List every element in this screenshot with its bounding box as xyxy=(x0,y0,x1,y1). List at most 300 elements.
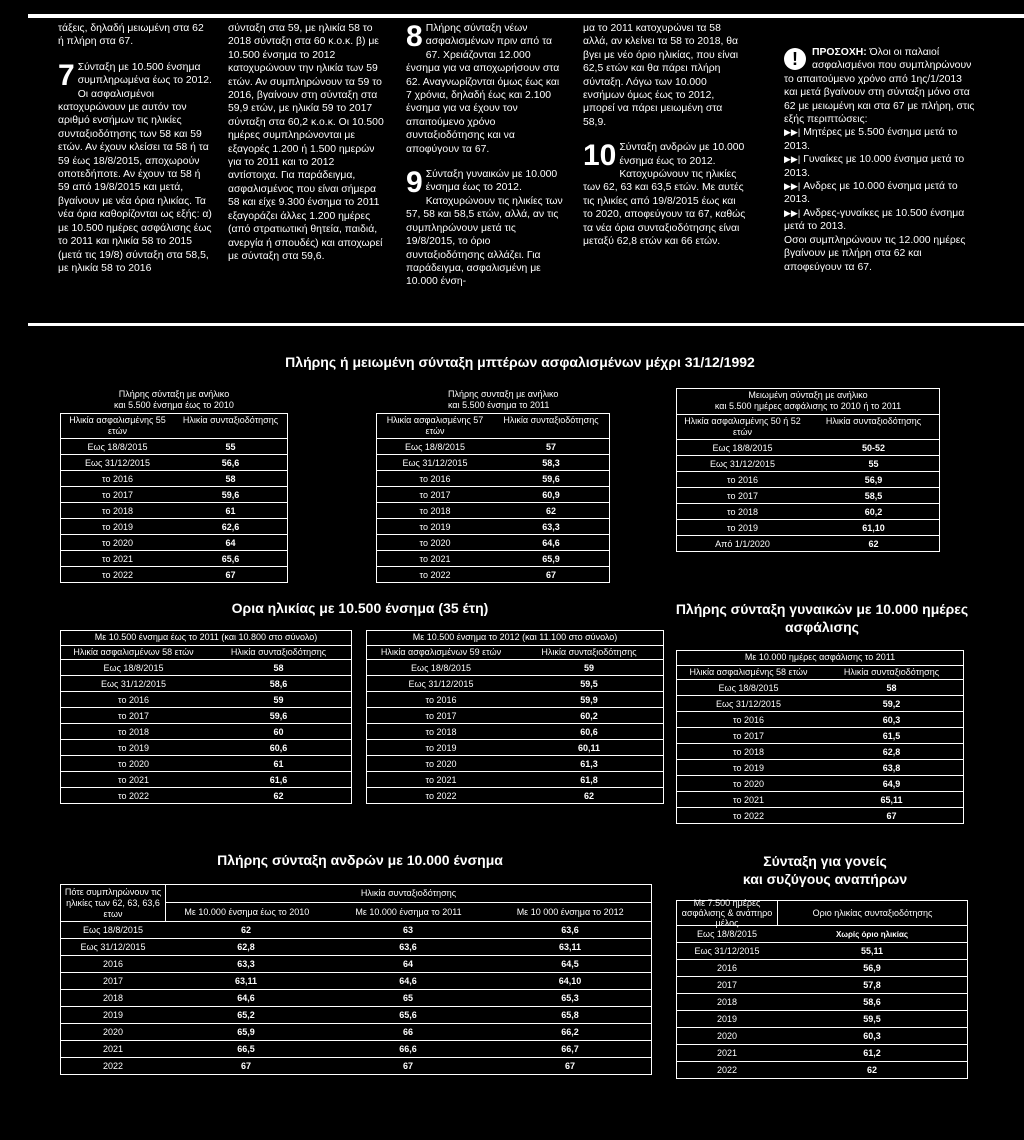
table-row xyxy=(367,659,663,675)
column-header: Ηλικία συνταξιοδότησης xyxy=(541,647,637,657)
cell: το 2017 xyxy=(733,730,764,741)
table-row xyxy=(61,534,287,550)
cell: το 2017 xyxy=(118,710,149,721)
cell: 65,9 xyxy=(237,1027,255,1037)
table-row xyxy=(61,739,351,755)
cell: 67 xyxy=(886,810,897,821)
paragraph-text: Σύνταξη με 10.500 ένσημα συμπληρωμένα έως το 2012. Οι ασφαλισμένοι κατοχυρώνουν με αυτόν τον αριθμό ενσήμων τις ηλικίες συνταξιοδότησης των 58 και 59 ετών. Αν έχουν κλείσει τα 58 ή τα 59 έως 18/8/2015, αποχωρούν οποτεδήποτε. Αν έχουν τα 58 ή 59 από 19/8/2015 και μετά, βγαίνουν με νέα όρια ηλικίας. Τα νέα όρια καθορίζονται ως εξής: α) με 10.500 ημέρες ασφάλισης έως το 2011 και ηλικία 58 το 2015 (μετά τις 19/8) σύνταξη στα 58,5, με ηλικία 58 το 2016 xyxy=(58,61,212,274)
paragraph-item-10 xyxy=(583,141,747,248)
cell: 65,6 xyxy=(221,553,240,564)
table-row xyxy=(377,438,609,454)
section-title-men: Πλήρης σύνταξη ανδρών με 10.000 ένσημα xyxy=(217,852,503,868)
table-row xyxy=(677,959,967,976)
cell: 61,3 xyxy=(580,758,598,769)
cell: το 2016 xyxy=(419,473,451,484)
cell: 63 xyxy=(402,925,413,935)
table-row xyxy=(377,566,609,582)
cell: 59,6 xyxy=(221,489,240,500)
table-row xyxy=(61,938,651,955)
table-row xyxy=(61,566,287,582)
table-mothers-reduced xyxy=(676,388,940,552)
column-headers xyxy=(676,414,940,439)
table-row xyxy=(367,755,663,771)
cell: 59 xyxy=(583,662,594,673)
table-body xyxy=(676,439,940,552)
table-row xyxy=(61,787,351,803)
cell: 61,10 xyxy=(862,522,885,533)
cell: 66,7 xyxy=(561,1044,579,1054)
cell: 2018 xyxy=(716,997,738,1007)
cell: 59,5 xyxy=(863,1014,881,1024)
table-body xyxy=(366,659,664,804)
bullet-text: Ανδρες-γυναίκες με 10.500 ένσημα μετά το 2013. xyxy=(784,207,965,233)
header-line: Πλήρης συνταξη με ανήλικο xyxy=(448,389,559,399)
column-header: Ηλικία συνταξιοδότησης xyxy=(182,415,279,425)
table-row xyxy=(377,502,609,518)
cell: 2017 xyxy=(102,976,124,986)
cell: το 2017 xyxy=(425,710,457,721)
text-column-3 xyxy=(406,22,564,289)
table-row xyxy=(61,707,351,723)
cell: 61 xyxy=(273,758,284,769)
cell: 2022 xyxy=(716,1065,738,1075)
column-headers xyxy=(60,645,352,659)
table-row xyxy=(61,989,651,1006)
alert-bullet xyxy=(784,153,976,180)
paragraph: τάξεις, δηλαδή μειωμένη στα 62 ή πλήρη στα 67. xyxy=(58,23,204,48)
cell: 65 xyxy=(402,993,413,1003)
table-row xyxy=(677,439,939,455)
cell: Εως 18/8/2015 xyxy=(87,441,148,452)
cell: 60,2 xyxy=(580,710,598,721)
cell: Εως 31/12/2015 xyxy=(694,946,760,956)
cell: 67 xyxy=(225,569,236,580)
alert-tail: Οσοι συμπληρώνουν τις 12.000 ημέρες βγαίνουν με πλήρη στα 62 και αποφεύγουν τα 67. xyxy=(784,234,966,273)
column-headers xyxy=(676,665,964,679)
cell: 62 xyxy=(583,790,594,801)
cell: 61,8 xyxy=(580,774,598,785)
table-women-10000 xyxy=(676,650,964,824)
column-header: Ηλικία ασφαλισμένης 50 ή 52 ετών xyxy=(684,416,801,437)
cell: το 2022 xyxy=(733,810,764,821)
cell: 59 xyxy=(273,694,284,705)
cell: 56,9 xyxy=(864,474,883,485)
table-row xyxy=(677,711,963,727)
column-header: Ηλικία ασφαλισμένης 58 ετών xyxy=(689,667,808,677)
header-line: Πλήρης σύνταξη με ανήλικο xyxy=(118,389,230,399)
text-column-1 xyxy=(58,22,212,275)
table-row xyxy=(677,759,963,775)
bullet-text: Μητέρες με 5.500 ένσημα μετά το 2013. xyxy=(784,127,958,152)
cell: το 2020 xyxy=(102,537,133,548)
table-row xyxy=(61,691,351,707)
table-row xyxy=(367,675,663,691)
cell: 64 xyxy=(225,537,236,548)
item-number: 10 xyxy=(583,139,617,173)
table-row xyxy=(377,534,609,550)
group-title: Ηλικία συνταξιοδότησης xyxy=(166,885,651,903)
cell: 2020 xyxy=(102,1027,124,1037)
alert-bullet xyxy=(784,207,976,234)
header-line: Μειωμένη σύνταξη με ανήλικο xyxy=(748,390,868,400)
paragraph-text: Πλήρης σύνταξη νέων ασφαλισμένων πριν από τα 67. Χρειάζονται 12.000 ένσημα για να αποχωρήσουν στα 62. Αναγνωρίζονται όμως έως και 7 χρόνια, δηλαδή έως και 2.100 ένσημα για να έχουν τον απαιτούμενο χρόνο συνταξιοδότησης και να αποφύγουν τα 67. xyxy=(406,23,560,155)
table-row xyxy=(61,486,287,502)
table-row xyxy=(61,723,351,739)
section-title-parents xyxy=(690,852,960,888)
cell: 62 xyxy=(545,505,556,516)
cell: το 2016 xyxy=(102,473,133,484)
table-mothers-full-2010 xyxy=(60,388,288,583)
cell: 62,8 xyxy=(882,746,901,757)
cell: 59,2 xyxy=(882,698,901,709)
cell: 50-52 xyxy=(861,442,886,453)
cell: 2022 xyxy=(102,1061,124,1071)
cell: 59,9 xyxy=(580,694,598,705)
table-row xyxy=(61,1057,651,1074)
cell: 60,6 xyxy=(269,742,288,753)
table-10500-2012 xyxy=(366,630,664,804)
table-row xyxy=(61,972,651,989)
cell: Εως 18/8/2015 xyxy=(103,662,164,673)
table-row xyxy=(677,1044,967,1061)
table-row xyxy=(61,1040,651,1057)
cell: 60,6 xyxy=(580,726,598,737)
cell: Εως 31/12/2015 xyxy=(101,678,166,689)
cell: 64,5 xyxy=(561,959,579,969)
table-row xyxy=(367,691,663,707)
cell: 64,9 xyxy=(882,778,901,789)
cell: 65,8 xyxy=(561,1010,579,1020)
table-row xyxy=(61,502,287,518)
table-row xyxy=(61,1006,651,1023)
table-row xyxy=(61,921,651,938)
cell: 63,6 xyxy=(561,925,579,935)
bullet-text: Ανδρες με 10.000 ένσημα μετά το 2013. xyxy=(784,181,958,206)
table-body xyxy=(60,659,352,804)
skip-forward-icon: ▶▶| xyxy=(784,154,801,165)
table-row xyxy=(377,486,609,502)
paragraph-item-8 xyxy=(406,22,564,156)
cell: 61,6 xyxy=(269,774,288,785)
header-line: Με 10.500 ένσημα έως το 2011 (και 10.800 στο σύνολο) xyxy=(94,632,318,642)
cell: 65,3 xyxy=(561,993,579,1003)
table-row xyxy=(677,791,963,807)
column-header: Ηλικία συνταξιοδότησης xyxy=(503,415,599,425)
table-row xyxy=(677,775,963,791)
cell: 2016 xyxy=(102,959,124,969)
cell: το 2022 xyxy=(425,790,457,801)
cell: το 2018 xyxy=(102,505,133,516)
section-title-women: Πλήρης σύνταξη γυναικών με 10.000 ημέρες ασφάλισης xyxy=(675,601,969,635)
table-row xyxy=(61,755,351,771)
header-line: και 5.500 ένσημα έως το 2010 xyxy=(114,400,234,410)
cell: το 2020 xyxy=(118,758,149,769)
cell: 58 xyxy=(225,473,236,484)
table-row xyxy=(677,487,939,503)
table-row xyxy=(677,519,939,535)
table-header xyxy=(60,630,352,645)
table-row xyxy=(677,695,963,711)
table-row xyxy=(677,503,939,519)
section-title-10500: Ορια ηλικίας με 10.500 ένσημα (35 έτη) xyxy=(231,600,489,616)
table-row xyxy=(61,675,351,691)
cell: 64,6 xyxy=(399,976,417,986)
column-header: Ηλικία ασφαλισμένων 58 ετών xyxy=(73,647,194,657)
table-mothers-full-2011 xyxy=(376,388,610,583)
cell: 66,6 xyxy=(399,1044,417,1054)
cell: 2018 xyxy=(102,993,124,1003)
table-row xyxy=(677,727,963,743)
item-number: 7 xyxy=(58,58,75,92)
item-number: 9 xyxy=(406,166,423,200)
cell: 55 xyxy=(868,458,879,469)
column-headers xyxy=(376,413,610,438)
cell: 61,2 xyxy=(863,1048,881,1058)
cell: το 2021 xyxy=(102,553,133,564)
cell: το 2019 xyxy=(727,522,758,533)
cell: 60,3 xyxy=(882,714,901,725)
cell: 60 xyxy=(273,726,284,737)
cell: 60,2 xyxy=(864,506,883,517)
column-header: Με 10.000 ένσημα έως το 2010 xyxy=(184,907,310,917)
column-header: Ηλικία συνταξιοδότησης xyxy=(230,647,327,657)
section-separator xyxy=(28,323,1024,326)
table-header xyxy=(60,388,288,413)
cell: 64,6 xyxy=(542,537,560,548)
header-line: Με 10.500 ένσημα το 2012 (και 11.100 στο σύνολο) xyxy=(412,632,618,642)
cell: 2019 xyxy=(716,1014,738,1024)
alert-text: Όλοι οι παλαιοί ασφαλισμένοι που συμπληρώνουν το απαιτούμενο χρόνο από 1ης/1/2013 και μετά βγαίνουν στη σύνταξη μόνο στα 62 με μειωμένη και στα 67 με πλήρη, στις εξής περιπτώσεις: xyxy=(784,47,975,126)
table-header-row xyxy=(61,885,651,921)
cell: 64 xyxy=(402,959,413,969)
cell: το 2020 xyxy=(425,758,457,769)
cell: 66 xyxy=(402,1027,413,1037)
table-row xyxy=(61,955,651,972)
cell: Εως 31/12/2015 xyxy=(408,678,474,689)
cell: το 2022 xyxy=(419,569,451,580)
cell: 59,6 xyxy=(542,473,560,484)
cell: το 2019 xyxy=(425,742,457,753)
table-row xyxy=(367,723,663,739)
cell: το 2020 xyxy=(419,537,451,548)
cell: 64,6 xyxy=(237,993,255,1003)
cell: το 2017 xyxy=(727,490,758,501)
cell: 59,6 xyxy=(269,710,288,721)
bullet-text: Γυναίκες με 10.000 ένσημα μετά το 2013. xyxy=(784,154,965,179)
cell: 62 xyxy=(273,790,284,801)
column-header: Με 10.000 ένσημα το 2011 xyxy=(355,907,462,917)
table-men-10000 xyxy=(60,884,652,1075)
column-header: Με 10 000 ένσημα το 2012 xyxy=(516,907,624,917)
corner-header: Με 7.500 ημέρες ασφάλισης & ανάπηρο μέλος xyxy=(677,901,778,925)
column-header: Ηλικία συνταξιοδότησης xyxy=(843,667,940,677)
cell: 66,2 xyxy=(561,1027,579,1037)
alert-paragraph xyxy=(784,46,976,126)
cell: το 2018 xyxy=(727,506,758,517)
corner-header: Πότε συμπληρώνουν τις ηλικίες των 62, 63, 63,6 ετων xyxy=(61,885,166,921)
cell: 65,2 xyxy=(237,1010,255,1020)
cell: Εως 31/12/2015 xyxy=(710,458,775,469)
title-line: και συζύγους αναπήρων xyxy=(742,871,908,887)
cell: Εως 31/12/2015 xyxy=(716,698,781,709)
cell: 57 xyxy=(545,441,556,452)
text-column-4 xyxy=(583,22,747,249)
table-row xyxy=(377,518,609,534)
paragraph: μα το 2011 κατοχυρώνει τα 58 αλλά, αν κλείνει τα 58 το 2018, θα βγει με νέο όριο ηλικίας, που είναι 62,5 ετών και θα πάρει πλήρη σύνταξη. Λόγω των 10.000 ενσήμων όμως έως το 2012, μπορεί να πάρει μειωμένη στα 58,9. xyxy=(583,23,739,128)
table-row xyxy=(377,470,609,486)
cell: Εως 31/12/2015 xyxy=(402,457,468,468)
cell: Εως 18/8/2015 xyxy=(83,925,143,935)
table-header xyxy=(676,650,964,665)
skip-forward-icon: ▶▶| xyxy=(784,181,801,192)
table-body xyxy=(60,438,288,583)
cell: 58 xyxy=(886,682,897,693)
table-row xyxy=(61,438,287,454)
table-row xyxy=(367,787,663,803)
table-row xyxy=(61,470,287,486)
table-10500-2011 xyxy=(60,630,352,804)
cell: το 2021 xyxy=(419,553,451,564)
table-row xyxy=(677,976,967,993)
text-column-5-alert xyxy=(784,46,976,274)
cell: 55,11 xyxy=(860,946,884,956)
cell: 63,6 xyxy=(399,942,417,952)
cell: το 2018 xyxy=(733,746,764,757)
column-header: Ηλικία ασφαλισμένης 57 ετών xyxy=(386,415,484,436)
cell: 2020 xyxy=(716,1031,738,1041)
cell: 60,11 xyxy=(577,742,601,753)
section-title-mothers: Πλήρης ή μειωμένη σύνταξη μπτέρων ασφαλισμένων μέχρι 31/12/1992 xyxy=(285,354,755,370)
header-line: Με 10.000 ημέρες ασφάλισης το 2011 xyxy=(744,652,896,662)
table-header-row xyxy=(677,898,967,928)
cell: 63,11 xyxy=(234,976,258,986)
cell: Εως 18/8/2015 xyxy=(718,682,779,693)
cell: Χωρίς όριο ηλικίας xyxy=(835,929,909,939)
cell: το 2022 xyxy=(118,790,149,801)
table-row xyxy=(61,771,351,787)
table-row xyxy=(677,1061,967,1078)
cell: 57,8 xyxy=(863,980,881,990)
table-header xyxy=(366,630,664,645)
cell: 2021 xyxy=(102,1044,124,1054)
cell: το 2018 xyxy=(425,726,457,737)
cell: Εως 31/12/2015 xyxy=(85,457,150,468)
table-row xyxy=(61,659,351,675)
cell: 56,6 xyxy=(221,457,240,468)
cell: Εως 18/8/2015 xyxy=(405,441,465,452)
exclamation-icon: ! xyxy=(784,48,806,70)
table-row xyxy=(61,1023,651,1040)
cell: 58,6 xyxy=(269,678,288,689)
cell: 65,9 xyxy=(542,553,560,564)
cell: 58,6 xyxy=(863,997,881,1007)
cell: 62 xyxy=(868,538,879,549)
cell: Εως 31/12/2015 xyxy=(80,942,146,952)
cell: 61 xyxy=(225,505,236,516)
table-header xyxy=(676,388,940,414)
cell: 2021 xyxy=(716,1048,738,1058)
column-headers xyxy=(166,903,651,921)
column-header: Ηλικία ασφαλισμένης 55 ετών xyxy=(69,415,166,436)
alert-label: ΠΡΟΣΟΧΗ: xyxy=(812,47,867,58)
cell: 63,11 xyxy=(558,942,582,952)
table-row xyxy=(677,1027,967,1044)
cell: 61,5 xyxy=(882,730,901,741)
group-header xyxy=(166,885,651,921)
cell: το 2022 xyxy=(102,569,133,580)
cell: το 2019 xyxy=(118,742,149,753)
cell: το 2019 xyxy=(419,521,451,532)
table-body xyxy=(376,438,610,583)
cell: το 2019 xyxy=(102,521,133,532)
cell: το 2019 xyxy=(733,762,764,773)
cell: Από 1/1/2020 xyxy=(715,538,770,549)
alert-bullet xyxy=(784,126,976,153)
cell: 62 xyxy=(866,1065,877,1075)
cell: 64,10 xyxy=(558,976,582,986)
cell: 67 xyxy=(402,1061,413,1071)
cell: 58 xyxy=(273,662,284,673)
cell: 67 xyxy=(564,1061,575,1071)
cell: 55 xyxy=(225,441,236,452)
column-header: Ηλικία συνταξιοδότησης xyxy=(825,416,922,426)
top-rule xyxy=(28,14,1024,18)
table-row xyxy=(677,471,939,487)
cell: Εως 18/8/2015 xyxy=(411,662,471,673)
cell: το 2016 xyxy=(425,694,457,705)
table-row xyxy=(677,942,967,959)
cell: 67 xyxy=(240,1061,251,1071)
cell: 63,8 xyxy=(882,762,901,773)
column-header: Οριο ηλικίας συνταξιοδότησης xyxy=(812,908,933,918)
paragraph-item-7 xyxy=(58,58,212,276)
title-line: Σύνταξη για γονείς xyxy=(763,853,887,869)
cell: το 2020 xyxy=(733,778,764,789)
column-headers xyxy=(60,413,288,438)
cell: το 2016 xyxy=(118,694,149,705)
table-row xyxy=(677,743,963,759)
cell: 65,11 xyxy=(880,794,903,805)
cell: 62,8 xyxy=(237,942,255,952)
item-number: 8 xyxy=(406,20,423,53)
cell: το 2017 xyxy=(102,489,133,500)
table-row xyxy=(677,1010,967,1027)
table-body xyxy=(676,679,964,824)
skip-forward-icon: ▶▶| xyxy=(784,207,801,218)
cell: Εως 18/8/2015 xyxy=(712,442,773,453)
cell: το 2021 xyxy=(733,794,764,805)
cell: 66,5 xyxy=(237,1044,255,1054)
column-header: Ηλικία ασφαλισμένων 59 ετών xyxy=(380,647,502,657)
table-row xyxy=(377,454,609,470)
paragraph-item-9 xyxy=(406,168,564,289)
cell: 67 xyxy=(545,569,556,580)
table-row xyxy=(377,550,609,566)
cell: το 2021 xyxy=(118,774,149,785)
table-row xyxy=(677,455,939,471)
cell: το 2017 xyxy=(419,489,451,500)
cell: 58,3 xyxy=(542,457,560,468)
cell: 59,5 xyxy=(580,678,598,689)
text-column-2 xyxy=(228,22,386,263)
table-row xyxy=(61,454,287,470)
table-row xyxy=(677,679,963,695)
cell: 60,9 xyxy=(542,489,560,500)
table-row xyxy=(367,739,663,755)
table-row xyxy=(367,707,663,723)
header-line: και 5.500 ημέρες ασφάλισης το 2010 ή το 2011 xyxy=(714,401,902,411)
cell: το 2018 xyxy=(118,726,149,737)
